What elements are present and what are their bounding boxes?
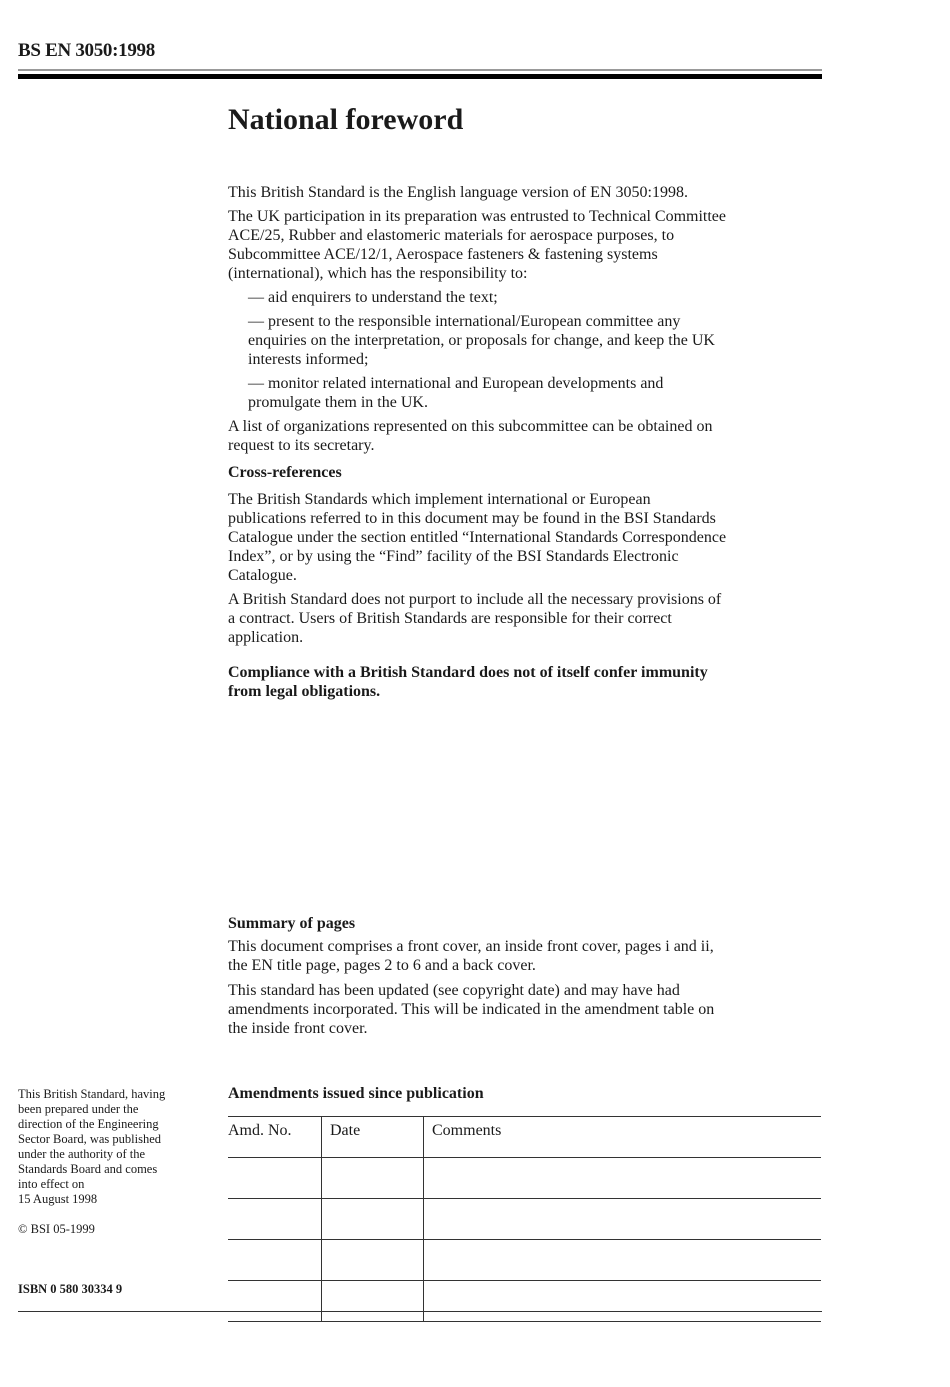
text-line: 15 August 1998 xyxy=(18,1192,98,1206)
summary-paragraph-1 xyxy=(228,937,822,975)
bullet-item xyxy=(228,312,822,369)
footer-rule xyxy=(18,1311,822,1312)
column-header-amd-no: Amd. No. xyxy=(228,1117,322,1158)
text-line: The UK participation in its preparation was entrusted to Technical Committee xyxy=(228,208,726,225)
text-line: request to its secretary. xyxy=(228,437,375,454)
text-line: — monitor related international and European developments and xyxy=(248,375,664,392)
text-line: This British Standard, having xyxy=(18,1087,166,1101)
text-line: application. xyxy=(228,629,304,646)
document-id: BS EN 3050:1998 xyxy=(18,40,155,61)
amendments-heading: Amendments issued since publication xyxy=(228,1085,484,1102)
text-line: (international), which has the responsibility to: xyxy=(228,265,528,282)
column-header-date: Date xyxy=(322,1117,424,1158)
text-line: a contract. Users of British Standards are responsible for their correct xyxy=(228,610,672,627)
column-header-comments: Comments xyxy=(424,1117,822,1158)
table-row xyxy=(228,1158,821,1199)
bullet-item xyxy=(228,374,822,412)
compliance-notice xyxy=(228,663,822,701)
page-title: National foreword xyxy=(228,103,464,136)
text-line: — aid enquirers to understand the text; xyxy=(248,289,498,306)
text-line: been prepared under the xyxy=(18,1102,139,1116)
text-line: direction of the Engineering xyxy=(18,1117,159,1131)
text-line: enquiries on the interpretation, or proposals for change, and keep the UK xyxy=(248,332,715,349)
isbn: ISBN 0 580 30334 9 xyxy=(18,1282,123,1296)
summary-paragraph-2 xyxy=(228,981,822,1038)
summary-section xyxy=(228,914,822,1038)
table-row xyxy=(228,1281,821,1322)
text-line: from legal obligations. xyxy=(228,683,381,700)
crossref-heading: Cross-references xyxy=(228,464,342,481)
amendments-table xyxy=(228,1116,821,1322)
header-rule-thin xyxy=(18,69,822,71)
crossref-paragraph-1 xyxy=(228,490,822,585)
copyright: © BSI 05-1999 xyxy=(18,1222,95,1236)
crossref-paragraph-2 xyxy=(228,590,822,647)
text-line: This British Standard is the English language version of EN 3050:1998. xyxy=(228,184,688,201)
text-line: Compliance with a British Standard does not of itself confer immunity xyxy=(228,664,708,681)
text-line: the EN title page, pages 2 to 6 and a back cover. xyxy=(228,957,536,974)
text-line: Standards Board and comes xyxy=(18,1162,158,1176)
text-line: amendments incorporated. This will be indicated in the amendment table on xyxy=(228,1001,715,1018)
table-header-row xyxy=(228,1117,821,1158)
text-line: Sector Board, was published xyxy=(18,1132,162,1146)
text-line: interests informed; xyxy=(248,351,369,368)
text-line: A British Standard does not purport to include all the necessary provisions of xyxy=(228,591,722,608)
text-line: Subcommittee ACE/12/1, Aerospace fasteners & fastening systems xyxy=(228,246,658,263)
table-row xyxy=(228,1240,821,1281)
text-line: The British Standards which implement international or European xyxy=(228,491,651,508)
intro-paragraph-1 xyxy=(228,183,822,202)
intro-paragraph-2 xyxy=(228,207,822,283)
text-line: Index”, or by using the “Find” facility of the BSI Standards Electronic xyxy=(228,548,679,565)
table-row xyxy=(228,1199,821,1240)
text-line: Catalogue. xyxy=(228,567,297,584)
text-line: under the authority of the xyxy=(18,1147,146,1161)
text-line: ACE/25, Rubber and elastomeric materials for aerospace purposes, to xyxy=(228,227,675,244)
intro-paragraph-3 xyxy=(228,417,822,455)
text-line: This standard has been updated (see copyright date) and may have had xyxy=(228,982,680,999)
bullet-item xyxy=(228,288,822,307)
text-line: promulgate them in the UK. xyxy=(248,394,428,411)
intro-section xyxy=(228,183,822,701)
publication-note xyxy=(18,1087,213,1207)
text-line: the inside front cover. xyxy=(228,1020,368,1037)
text-line: A list of organizations represented on this subcommittee can be obtained on xyxy=(228,418,713,435)
text-line: into effect on xyxy=(18,1177,85,1191)
text-line: Catalogue under the section entitled “International Standards Correspondence xyxy=(228,529,727,546)
text-line: — present to the responsible international/European committee any xyxy=(248,313,681,330)
text-line: This document comprises a front cover, an inside front cover, pages i and ii, xyxy=(228,938,714,955)
header-rule-thick xyxy=(18,74,822,79)
text-line: publications referred to in this document may be found in the BSI Standards xyxy=(228,510,716,527)
summary-heading: Summary of pages xyxy=(228,915,356,932)
